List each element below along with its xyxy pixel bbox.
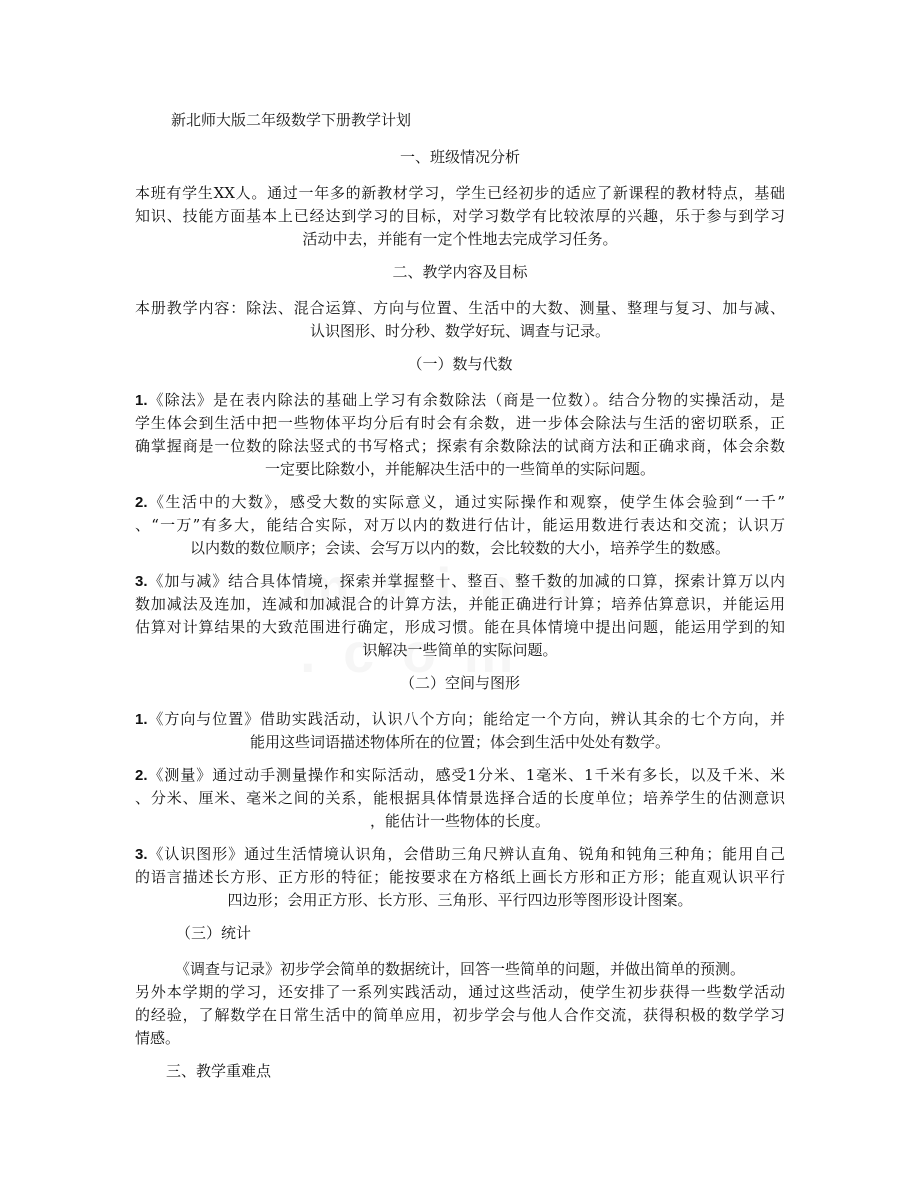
list-item-line: 、“一万”有多大，能结合实际，对万以内的数进行估计，能运用数进行表达和交流；认识万 <box>135 516 785 534</box>
list-item-line: 能用这些词语描述物体所在的位置；体会到生活中处处有数学。 <box>249 733 670 751</box>
item-number: 1. <box>135 711 148 728</box>
subsection-heading-1: （一）数与代数 <box>407 355 513 373</box>
section-heading-2: 二、教学内容及目标 <box>392 263 528 281</box>
item-number: 3. <box>135 573 148 590</box>
item-number: 2. <box>135 494 148 511</box>
list-item-line: 、分米、厘米、毫米之间的关系，能根据具体情景选择合适的长度单位；培养学生的估测意识 <box>135 789 785 807</box>
paragraph-line: 另外本学期的学习，还安排了一系列实践活动，通过这些活动，使学生初步获得一些数学活动 <box>135 983 785 1001</box>
list-item-line <box>135 570 785 593</box>
subsection-heading-3: （三）统计 <box>176 924 252 942</box>
paragraph-line: 认识图形、时分秒、数学好玩、调查与记录。 <box>309 322 610 340</box>
section-heading-3: 三、教学重难点 <box>166 1062 272 1080</box>
item-text: 《方向与位置》借助实践活动，认识八个方向；能给定一个方向，辨认其余的七个方向，并 <box>147 710 785 728</box>
list-item-line: ，能估计一些物体的长度。 <box>369 812 550 830</box>
list-item-line: 识解决一些简单的实际问题。 <box>362 641 558 659</box>
item-number: 2. <box>135 767 148 784</box>
item-text: 《除法》是在表内除法的基础上学习有余数除法（商是一位数）。结合分物的实操活动，是 <box>147 391 785 409</box>
list-item-line <box>135 708 785 731</box>
list-item-line: 估算对计算结果的大致范围进行确定，形成习惯。能在具体情境中提出问题，能运用学到的知 <box>135 618 785 636</box>
list-item-line <box>135 491 785 514</box>
item-text: 《测量》通过动手测量操作和实际活动，感受1分米、1毫米、1千米有多长，以及千米、米 <box>147 766 785 784</box>
item-text: 《加与减》结合具体情境，探索并掌握整十、整百、整千数的加减的口算，探索计算万以内 <box>147 572 785 590</box>
section-heading-1: 一、班级情况分析 <box>399 148 520 166</box>
paragraph-line: 的经验，了解数学在日常生活中的简单应用，初步学会与他人合作交流，获得积极的数学学习 <box>135 1006 785 1024</box>
list-item-line <box>135 389 785 412</box>
item-text: 《认识图形》通过生活情境认识角，会借助三角尺辨认直角、锐角和钝角三种角；能用自己 <box>147 845 785 863</box>
list-item-line: 以内数的数位顺序；会读、会写万以内的数，会比较数的大小，培养学生的数感。 <box>189 539 730 557</box>
list-item-line: 一定要比除数小，并能解决生活中的一些简单的实际问题。 <box>264 460 655 478</box>
list-item-line: 确掌握商是一位数的除法竖式的书写格式；探索有余数除法的试商方法和正确求商，体会余数 <box>135 437 785 455</box>
list-item-line: 数加减法及连加，连减和加减混合的计算方法，并能正确进行计算；培养估算意识，并能运用 <box>135 595 785 613</box>
paragraph-line: 知识、技能方面基本上已经达到学习的目标，对学习数学有比较浓厚的兴趣，乐于参与到学习 <box>135 207 785 225</box>
paragraph-line: 本班有学生XX人。通过一年多的新教材学习，学生已经初步的适应了新课程的教材特点，基础 <box>135 184 785 202</box>
paragraph-line: 《调查与记录》初步学会简单的数据统计，回答一些简单的问题，并做出简单的预测。 <box>175 960 746 978</box>
document-title: 新北师大版二年级数学下册教学计划 <box>171 111 412 129</box>
list-item-line <box>135 843 785 866</box>
list-item-line: 学生体会到生活中把一些物体平均分后有时会有余数，进一步体会除法与生活的密切联系，正 <box>135 414 785 432</box>
list-item-line <box>135 764 785 787</box>
list-item-line: 四边形；会用正方形、长方形、三角形、平行四边形等图形设计图案。 <box>227 891 693 909</box>
item-number: 3. <box>135 846 148 863</box>
item-number: 1. <box>135 392 148 409</box>
paragraph-line: 情感。 <box>135 1029 181 1047</box>
paragraph-line: 活动中去，并能有一定个性地去完成学习任务。 <box>302 230 618 248</box>
list-item-line: 的语言描述长方形、正方形的特征；能按要求在方格纸上画长方形和正方形；能直观认识平行 <box>135 868 785 886</box>
item-text: 《生活中的大数》，感受大数的实际意义，通过实际操作和观察，使学生体会验到“一千” <box>147 493 785 511</box>
subsection-heading-2: （二）空间与图形 <box>399 674 520 692</box>
paragraph-line: 本册教学内容：除法、混合运算、方向与位置、生活中的大数、测量、整理与复习、加与减、 <box>135 299 785 317</box>
